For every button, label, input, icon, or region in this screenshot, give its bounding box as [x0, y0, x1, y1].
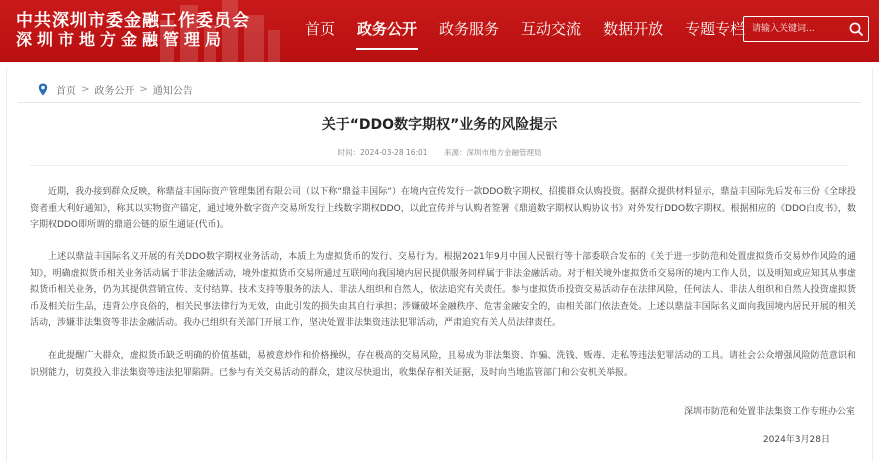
nav-government-services[interactable]: 政务服务 — [439, 20, 500, 38]
article-time: 时间：2024-03-28 16:01 — [337, 148, 428, 157]
site-header — [0, 0, 879, 62]
article-paragraph: 上述以鼎益丰国际名义开展的有关DDO数字期权业务活动，本质上为虚拟货币的发行、交易行为。根据2021年9月中国人民银行等十部委联合发布的《关于进一步防范和处置虚拟货币交易炒作风险的通知》，明确虚拟货币相关业务活动属于非法金融活动，境外虚拟货币交易所通过互联网向我国境内居民提供服务同样属于非法金融活动。对于相关境外虚拟货币交易所的境内工作人员，以及明知或应知其从事虚拟货币相关业务，仍为其提供营销宣传、支付结算、技术支持等服务的法人、非法人组织和自然人，依法追究有关责任。参与虚拟货币投资交易活动存在法律风险，任何法人、非法人组织和自然人投资虚拟货币及相关衍生品，违背公序良俗的，相关民事法律行为无效，由此引发的损失由其自行承担；涉嫌破坏金融秩序、危害金融安全的，由相关部门依法查处。上述以鼎益丰国际名义面向我国境内居民开展的相关活动，涉嫌非法集资等非法金融活动。我办已组织有关部门开展工作，坚决处置非法集资违法犯罪活动，严肃追究有关人员法律责任。 — [30, 252, 856, 329]
breadcrumb-government-affairs[interactable]: 政务公开 — [94, 86, 135, 97]
article-source: 来源：深圳市地方金融管理局 — [443, 148, 542, 157]
search-icon[interactable] — [848, 21, 864, 37]
org-name-line1[interactable]: 中共深圳市委金融工作委员会 — [16, 11, 250, 31]
article-title: 关于“DDO数字期权”业务的风险提示 — [321, 117, 558, 133]
breadcrumb-separator: > — [139, 84, 148, 95]
breadcrumb-separator: > — [81, 84, 90, 95]
nav-home[interactable]: 首页 — [305, 20, 336, 38]
article-meta — [0, 147, 879, 158]
location-pin-icon — [38, 83, 48, 96]
article-signature: 深圳市防范和处置非法集资工作专班办公室 — [683, 407, 855, 417]
article-date: 2024年3月28日 — [762, 435, 830, 445]
nav-open-data[interactable]: 数据开放 — [603, 20, 664, 38]
article-paragraph: 在此提醒广大群众，虚拟货币缺乏明确的价值基础，易被意炒作和价格操纵，存在极高的交易风险，且易成为非法集资、诈骗、洗钱、贩毒、走私等违法犯罪活动的工具。请社会公众增强风险防范意识和识别能力，切莫投入非法集资等违法犯罪陷阱。已参与有关交易活动的群众，建议尽快退出，收集保存相关证据，及时向当地监管部门和公安机关举报。 — [30, 351, 856, 378]
org-name-line2[interactable]: 深圳市地方金融管理局 — [16, 30, 227, 49]
breadcrumb — [38, 82, 193, 97]
nav-special-topics[interactable]: 专题专栏 — [685, 20, 746, 38]
breadcrumb-notices[interactable]: 通知公告 — [152, 86, 193, 97]
nav-government-affairs-disclosure[interactable]: 政务公开 — [346, 0, 428, 62]
breadcrumb-divider — [18, 102, 861, 103]
meta-divider — [30, 165, 849, 166]
search-box — [743, 16, 869, 42]
main-nav — [294, 0, 756, 62]
nav-interaction[interactable]: 互动交流 — [521, 20, 582, 38]
article-paragraph: 近期，我办接到群众反映，称鼎益丰国际资产管理集团有限公司（以下称“鼎益丰国际”）在境内宣传发行一款DDO数字期权，招揽群众认购投资。据群众提供材料显示，鼎益丰国际先后发布三份《全球投资者重大利好通知》，称其以实物资产锚定，通过境外数字资产交易所发行上线数字期权DDO，以此宣传并与认购者签署《鼎道数字期权认购协议书》对外发行DDO数字期权。根据相应的《DDO白皮书》，数字期权DDO即所谓的鼎道公链的原生通证(代币)。 — [30, 187, 856, 231]
search-input[interactable] — [744, 17, 844, 41]
breadcrumb-home[interactable]: 首页 — [56, 86, 76, 97]
